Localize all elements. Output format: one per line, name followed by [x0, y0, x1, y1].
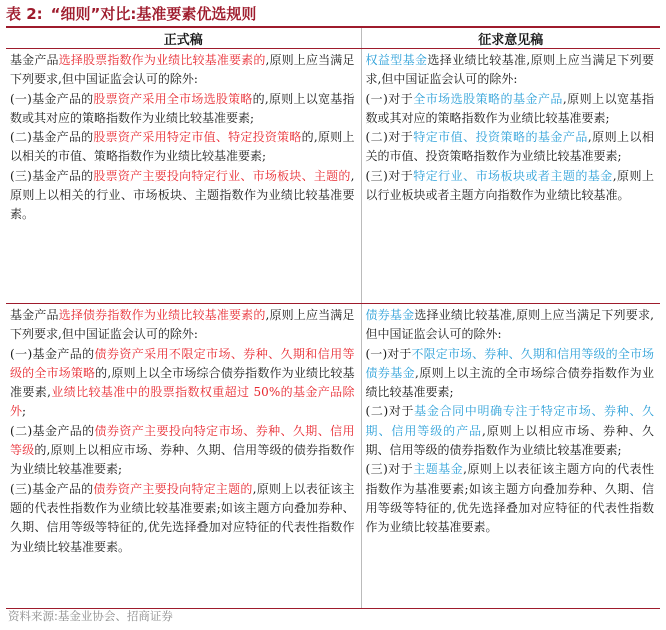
text-segment: ,原则上以相关的市值、投资策略指数作为业绩比较基准要素;	[365, 130, 654, 164]
highlight-blue: 不限定市场、券种、久期和信用等级的全市场债券基金	[365, 346, 654, 380]
highlight-red: 选择股票指数作为业绩比较基准要素的	[58, 53, 266, 67]
text-segment: ,原则上以表征该主题方向的代表性指数作为基准要素;如该主题方向叠加券种、久期、信用等级等特征的,优先选择叠加对应特征的代表性指数作为业绩比较基准要素。	[365, 462, 654, 535]
text-segment: 的,原则上以全市场综合债券指数作为业绩比较基准要素,	[10, 365, 355, 400]
highlight-red: 债券资产采用不限定市场、券种、久期和信用等级的全市场策略	[10, 346, 355, 380]
text-segment: (三)对于	[365, 168, 414, 183]
text-segment: (一)基金产品的	[10, 346, 95, 361]
text-segment: ,原则上以表征该主题的代表性指数作为业绩比较基准要素;如该主题方向叠加券种、久期、信用等级等特征的,优先选择叠加对应特征的代表性指数作为业绩比较基准要素。	[10, 481, 355, 554]
text-segment: 选择业绩比较基准,原则上应当满足下列要求,但中国证监会认可的除外:	[365, 53, 654, 87]
paragraph	[10, 422, 355, 480]
paragraph	[366, 345, 655, 403]
paragraph	[366, 306, 655, 345]
highlight-blue: 特定市值、投资策略的基金产品	[413, 130, 588, 145]
highlight-blue: 主题基金	[413, 462, 464, 477]
highlight-red: 选择债券指数作为业绩比较基准要素的	[58, 308, 266, 322]
text-segment: (一)对于	[365, 91, 414, 106]
header-final-draft: 正式稿	[6, 28, 361, 49]
text-segment: (二)基金产品的	[10, 130, 94, 145]
text-segment: (三)对于	[365, 462, 414, 477]
row-equity	[6, 49, 660, 304]
text-segment: 选择业绩比较基准,原则上应当满足下列要求,但中国证监会认可的除外:	[365, 308, 654, 342]
cell-bond-consultation	[361, 304, 660, 609]
header-row	[6, 28, 660, 49]
text-segment: (一)基金产品的	[10, 91, 94, 106]
text-segment: (二)对于	[365, 130, 414, 145]
cell-equity-consultation	[361, 49, 660, 304]
cell-bond-final	[6, 304, 361, 609]
highlight-blue: 权益型基金	[365, 53, 428, 67]
paragraph	[10, 480, 355, 557]
paragraph	[10, 90, 355, 129]
row-bond	[6, 304, 660, 609]
paragraph	[366, 167, 655, 206]
paragraph	[366, 51, 655, 90]
text-segment: 基金产品	[10, 308, 59, 322]
highlight-red: 股票资产采用特定市值、特定投资策略	[93, 130, 302, 145]
paragraph	[10, 128, 355, 167]
text-segment: ;	[22, 404, 27, 419]
paragraph	[10, 51, 355, 90]
text-segment: 基金产品	[10, 53, 59, 67]
highlight-blue: 全市场选股策略的基金产品	[413, 91, 563, 106]
text-segment: ,原则上以行业板块或者主题方向指数作为业绩比较基准。	[365, 168, 654, 203]
comparison-table	[6, 28, 660, 609]
source-note: 资料来源:基金业协会、招商证券	[8, 609, 173, 623]
highlight-red: 业绩比较基准中的股票指数权重超过 50%的基金产品除外	[10, 385, 355, 419]
text-segment: 的,原则上以相应市场、券种、久期、信用等级的债券指数作为业绩比较基准要素;	[10, 443, 355, 477]
highlight-blue: 特定行业、市场板块或者主题的基金	[413, 168, 613, 183]
text-segment: ,原则上以宽基指数或其对应的策略指数作为业绩比较基准要素;	[365, 91, 654, 125]
text-segment: (一)对于	[365, 346, 412, 361]
text-segment: ,原则上应当满足下列要求,但中国证监会认可的除外:	[10, 308, 355, 342]
highlight-red: 债券资产主要投向特定市场、券种、久期、信用等级	[10, 423, 355, 458]
text-segment: (三)基金产品的	[10, 168, 94, 183]
text-segment: (二)基金产品的	[10, 423, 95, 438]
cell-equity-final	[6, 49, 361, 304]
text-segment: ,原则上以相应市场、券种、久期、信用等级的债券指数作为业绩比较基准要素;	[365, 423, 654, 458]
paragraph	[10, 306, 355, 345]
text-segment: ,原则上以相关的行业、市场板块、主题指数作为业绩比较基准要素。	[10, 168, 355, 222]
paragraph	[366, 402, 655, 460]
text-segment: ,原则上应当满足下列要求,但中国证监会认可的除外:	[10, 53, 355, 87]
table-number: 表 2:	[6, 5, 43, 23]
text-segment: 的,原则上以宽基指数或其对应的策略指数作为业绩比较基准要素;	[10, 91, 355, 125]
paragraph	[10, 345, 355, 422]
text-segment: (二)对于	[365, 404, 415, 419]
paragraph	[366, 90, 655, 129]
paragraph	[10, 167, 355, 225]
highlight-red: 股票资产主要投向特定行业、市场板块、主题的	[93, 168, 351, 183]
highlight-red: 股票资产采用全市场选股策略	[93, 91, 253, 106]
text-segment: ,原则上以主流的全市场综合债券指数作为业绩比较基准要素;	[365, 365, 654, 400]
highlight-blue: 基金合同中明确专注于特定市场、券种、久期、信用等级的产品	[365, 404, 654, 438]
text-segment: 的,原则上以相关的市值、策略指数作为业绩比较基准要素;	[10, 130, 355, 164]
table-title	[6, 2, 660, 28]
header-consultation-draft: 征求意见稿	[361, 28, 660, 49]
highlight-blue: 债券基金	[365, 308, 415, 322]
paragraph	[366, 128, 655, 167]
text-segment: (三)基金产品的	[10, 481, 94, 496]
paragraph	[366, 460, 655, 537]
highlight-red: 债券资产主要投向特定主题的	[93, 481, 253, 496]
table-caption: “细则”对比:基准要素优选规则	[50, 5, 257, 23]
